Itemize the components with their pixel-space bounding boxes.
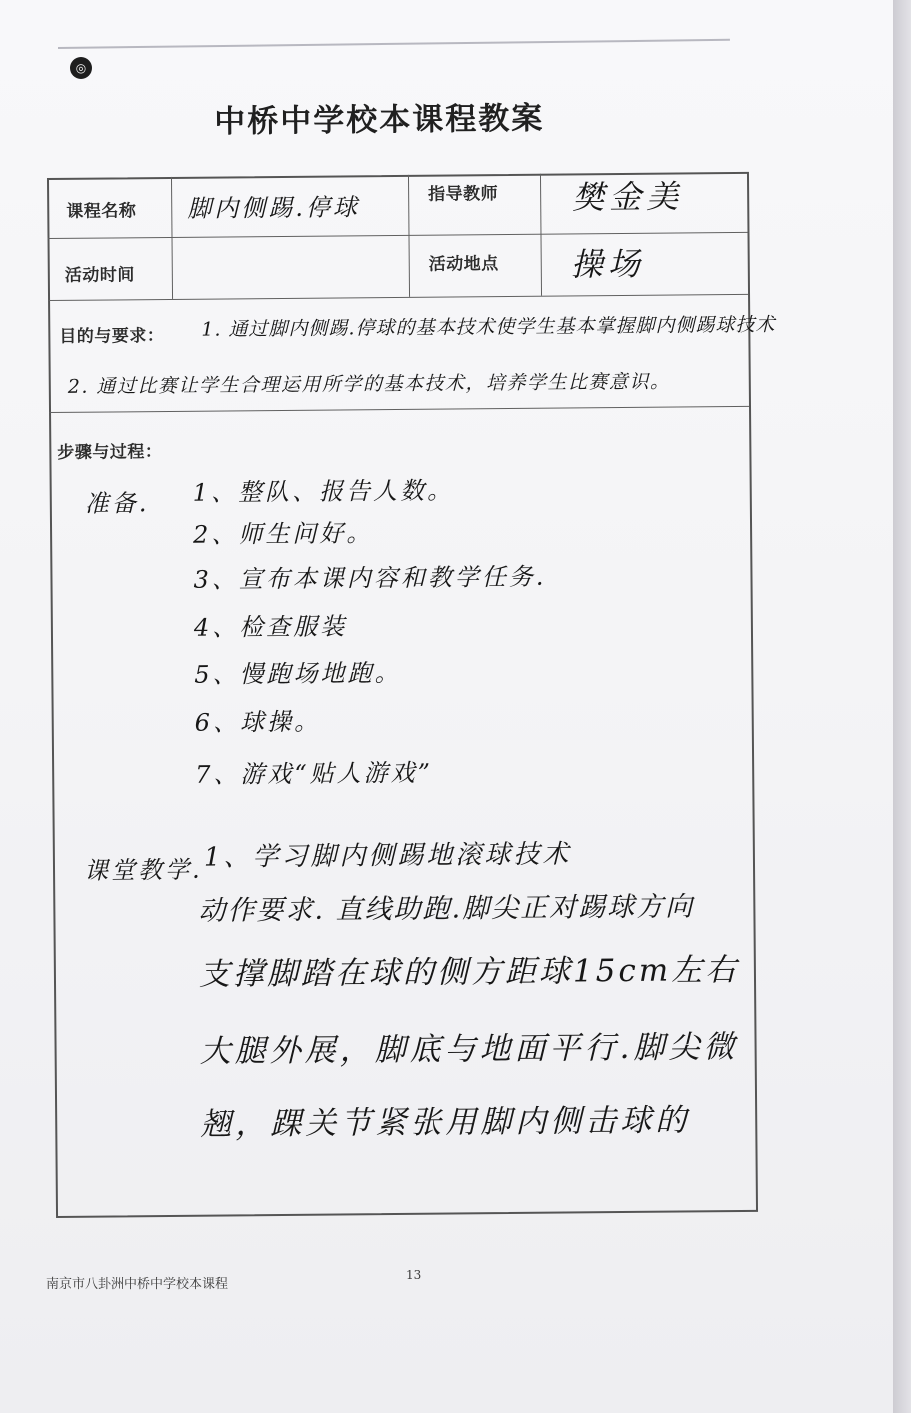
goals-label: 目的与要求：: [59, 326, 165, 347]
activity-place-value: 操场: [570, 244, 645, 284]
course-name-value: 脚内侧踢.停球: [187, 193, 361, 223]
goal-line-2: 2. 通过比赛让学生合理运用所学的基本技术，培养学生比赛意识。: [67, 370, 671, 398]
lesson-heading: 1、学习脚内侧踢地滚球技术: [203, 839, 572, 873]
course-name-label: 课程名称: [66, 201, 137, 222]
seal-icon: ◎: [70, 57, 92, 79]
footer-school-name: 南京市八卦洲中桥中学校本课程: [46, 1277, 229, 1292]
lesson-line: 翘，踝关节紧张用脚内侧击球的: [200, 1102, 691, 1143]
adjacent-page-edge: [893, 0, 911, 1413]
lesson-line: 支撑脚踏在球的侧方距球15cm左右: [198, 952, 740, 993]
prep-item: 2、师生问好。: [192, 519, 374, 549]
instructor-label: 指导教师: [428, 184, 499, 205]
lesson-line: 动作要求. 直线助跑.脚尖正对踢球方向: [198, 891, 695, 927]
goal-line-1: 1. 通过脚内侧踢.停球的基本技术使学生基本掌握脚内侧踢球技术: [201, 313, 776, 341]
footer-page-number: 13: [406, 1268, 422, 1282]
activity-place-label: 活动地点: [428, 254, 499, 275]
prep-label: 准备.: [84, 489, 150, 518]
prep-item: 6、球操。: [194, 707, 322, 737]
lesson-line: 大腿外展，脚底与地面平行.脚尖微: [199, 1029, 739, 1070]
prep-item: 1、整队、报告人数。: [192, 476, 455, 507]
instructor-value: 樊金美: [572, 177, 684, 217]
prep-item: 3、宣布本课内容和教学任务.: [193, 562, 547, 594]
prep-item: 4、检查服装: [193, 612, 348, 642]
prep-item: 5、慢跑场地跑。: [194, 658, 402, 689]
steps-label: 步骤与过程：: [57, 442, 163, 463]
lesson-label: 课堂教学.: [83, 855, 203, 885]
activity-time-label: 活动时间: [64, 265, 135, 286]
prep-item: 7、游戏“贴人游戏”: [195, 758, 434, 789]
page-title: 中桥中学校本课程教案: [214, 100, 545, 140]
